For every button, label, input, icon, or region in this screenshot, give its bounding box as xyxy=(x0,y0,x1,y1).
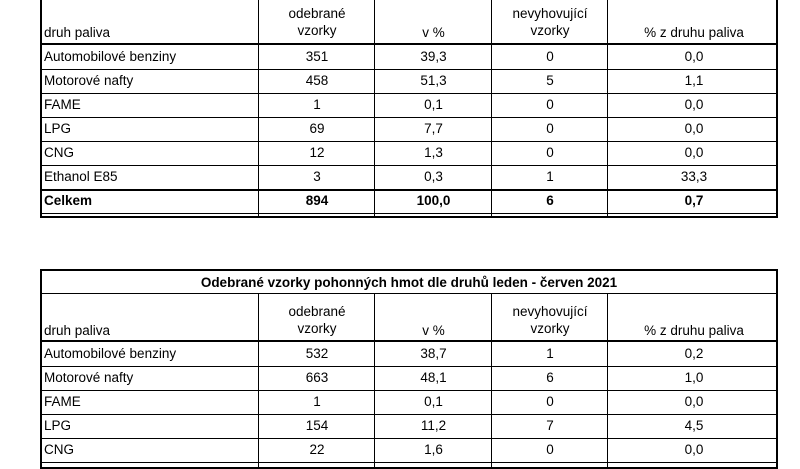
cell-percent: 1,3 xyxy=(424,145,443,161)
cell-percent: 48,1 xyxy=(420,370,447,386)
cell-percent: 0,1 xyxy=(424,97,443,113)
table-row xyxy=(42,366,776,390)
cell-percent-of-fuel: 4,5 xyxy=(684,418,704,434)
cell-noncompliant: 0 xyxy=(546,145,554,161)
cell-noncompliant: 1 xyxy=(546,169,554,185)
header-noncompliant xyxy=(492,294,608,341)
cell-percent: 0,1 xyxy=(424,394,443,410)
table-row xyxy=(42,342,776,366)
cell-percent-of-fuel: 0,0 xyxy=(684,145,704,161)
cell-fuel-type: CNG xyxy=(44,442,74,458)
fuel-samples-table-1 xyxy=(40,0,778,218)
cell-noncompliant: 1 xyxy=(546,346,554,362)
cell-percent: 39,3 xyxy=(420,49,447,65)
cell-samples: 532 xyxy=(305,346,329,362)
cell-percent-of-fuel: 0,0 xyxy=(684,394,704,410)
table-row xyxy=(42,414,776,438)
cell-percent: 1,6 xyxy=(424,442,443,458)
table-header-row xyxy=(42,0,776,43)
table-row xyxy=(42,117,776,141)
cell-percent-of-fuel: 1,0 xyxy=(684,370,704,386)
header-noncompliant-line2: vzorky xyxy=(530,22,570,38)
cell-percent-of-fuel: 1,1 xyxy=(684,73,704,89)
header-noncompliant-line1: nevyhovující xyxy=(512,304,588,319)
table-row xyxy=(42,93,776,117)
cell-percent: 0,3 xyxy=(424,169,443,185)
header-percent: v % xyxy=(422,24,445,40)
table-row xyxy=(42,390,776,414)
table-total-row xyxy=(42,189,776,213)
cell-fuel-type: Ethanol E85 xyxy=(44,169,118,185)
cell-fuel-type: CNG xyxy=(44,145,74,161)
table-row xyxy=(42,438,776,462)
cell-samples: 12 xyxy=(309,145,325,161)
cell-percent: 51,3 xyxy=(420,73,447,89)
header-noncompliant xyxy=(492,0,608,43)
cell-noncompliant: 0 xyxy=(546,442,554,458)
cell-fuel-type: Motorové nafty xyxy=(44,370,134,386)
cell-fuel-type: LPG xyxy=(44,418,72,434)
cell-percent-of-fuel: 0,2 xyxy=(684,346,704,362)
header-percent-of-fuel: % z druhu paliva xyxy=(644,322,744,338)
table-row xyxy=(42,141,776,165)
cell-percent-of-fuel: 0,0 xyxy=(684,97,704,113)
cell-samples: 351 xyxy=(305,49,329,65)
cell-samples: 1 xyxy=(313,394,321,410)
header-samples-taken-line1: odebrané xyxy=(288,304,346,319)
cell-fuel-type: Celkem xyxy=(44,193,93,209)
table-row xyxy=(42,165,776,189)
cell-samples: 663 xyxy=(305,370,329,386)
header-samples-taken-line1: odebrané xyxy=(288,6,346,21)
cell-noncompliant: 6 xyxy=(546,193,554,209)
cell-noncompliant: 0 xyxy=(546,49,554,65)
cell-percent: 38,7 xyxy=(420,346,447,362)
header-percent: v % xyxy=(422,322,445,338)
cell-fuel-type: LPG xyxy=(44,121,72,137)
cell-percent: 100,0 xyxy=(416,193,451,209)
cell-samples: 894 xyxy=(305,193,329,209)
cell-samples: 458 xyxy=(305,73,329,89)
cell-samples: 3 xyxy=(313,169,321,185)
cell-noncompliant: 0 xyxy=(546,394,554,410)
header-fuel-type: druh paliva xyxy=(44,322,111,338)
cell-percent-of-fuel: 0,0 xyxy=(684,442,704,458)
cell-fuel-type: Automobilové benziny xyxy=(44,49,177,65)
table-2-title: Odebrané vzorky pohonných hmot dle druhů leden - červen 2021 xyxy=(200,275,618,290)
header-noncompliant-line1: nevyhovující xyxy=(512,6,588,21)
cell-samples: 1 xyxy=(313,97,321,113)
cell-noncompliant: 0 xyxy=(546,121,554,137)
cell-noncompliant: 0 xyxy=(546,97,554,113)
cell-samples: 22 xyxy=(309,442,325,458)
fuel-samples-table-2 xyxy=(40,269,778,469)
cell-percent-of-fuel: 0,7 xyxy=(684,193,704,209)
cell-fuel-type: Automobilové benziny xyxy=(44,346,177,362)
cell-fuel-type: Motorové nafty xyxy=(44,73,134,89)
header-samples-taken-line2: vzorky xyxy=(297,320,337,336)
cell-samples: 154 xyxy=(305,418,329,434)
cell-percent-of-fuel: 0,0 xyxy=(684,121,704,137)
table-row xyxy=(42,45,776,69)
cell-fuel-type: FAME xyxy=(44,394,81,410)
cell-noncompliant: 6 xyxy=(546,370,554,386)
table-row xyxy=(42,69,776,93)
cell-percent: 7,7 xyxy=(424,121,443,137)
cell-percent-of-fuel: 0,0 xyxy=(684,49,704,65)
cell-percent: 11,2 xyxy=(420,418,447,434)
cell-percent-of-fuel: 33,3 xyxy=(680,169,708,185)
cell-noncompliant: 7 xyxy=(546,418,554,434)
header-percent-of-fuel: % z druhu paliva xyxy=(644,24,744,40)
header-samples-taken xyxy=(259,294,375,341)
header-samples-taken-line2: vzorky xyxy=(297,22,337,38)
header-noncompliant-line2: vzorky xyxy=(530,320,570,336)
header-fuel-type: druh paliva xyxy=(44,24,111,40)
cell-noncompliant: 5 xyxy=(546,73,554,89)
cell-fuel-type: FAME xyxy=(44,97,81,113)
cell-samples: 69 xyxy=(309,121,325,137)
header-samples-taken xyxy=(259,0,375,43)
table-header-row xyxy=(42,294,776,341)
